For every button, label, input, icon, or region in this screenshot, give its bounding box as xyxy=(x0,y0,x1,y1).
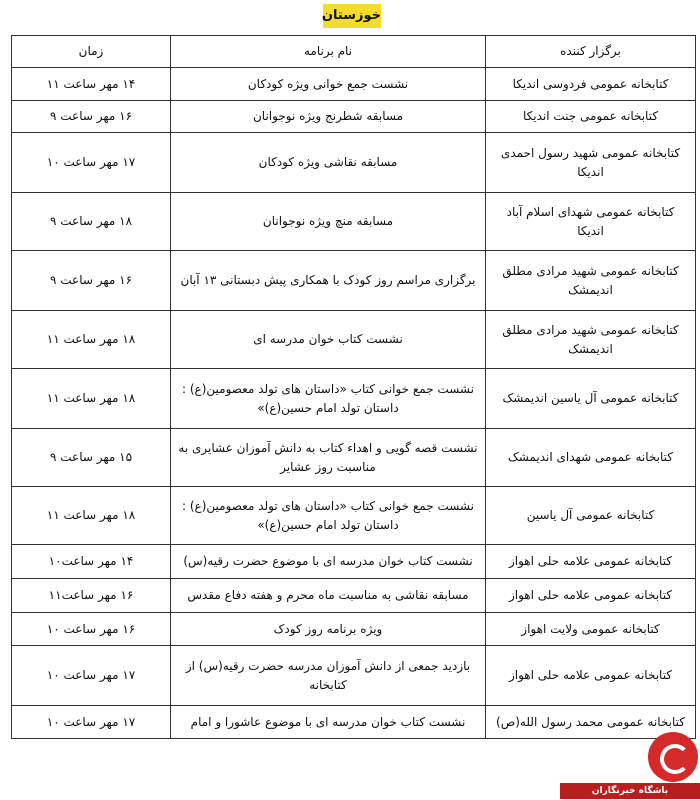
table-row xyxy=(12,646,696,706)
program-cell: ویژه برنامه روز کودک xyxy=(171,613,486,646)
program-cell: بازدید جمعی از دانش آموزان مدرسه حضرت رقیه(س) از کتابخانه xyxy=(171,646,486,706)
table-row xyxy=(12,193,696,251)
time-cell: ۱۸ مهر ساعت ۹ xyxy=(12,193,171,251)
time-cell: ۱۵ مهر ساعت ۹ xyxy=(12,429,171,487)
time-cell: ۱۸ مهر ساعت ۱۱ xyxy=(12,369,171,429)
table-row xyxy=(12,369,696,429)
header-program: نام برنامه xyxy=(171,36,486,68)
program-cell: برگزاری مراسم روز کودک با همکاری پیش دبستانی ۱۳ آبان xyxy=(171,251,486,311)
table-row xyxy=(12,545,696,579)
time-cell: ۱۶ مهر ساعت ۹ xyxy=(12,101,171,133)
organizer-cell: کتابخانه عمومی ولایت اهواز xyxy=(486,613,696,646)
table-row xyxy=(12,429,696,487)
table-body xyxy=(12,36,696,739)
program-cell: نشست جمع خوانی کتاب «داستان های تولد معصومین(ع) : داستان تولد امام حسین(ع)» xyxy=(171,487,486,545)
program-cell: نشست کتاب خوان مدرسه ای با موضوع حضرت رقیه(س) xyxy=(171,545,486,579)
header-organizer: برگزار کننده xyxy=(486,36,696,68)
organizer-cell: کتابخانه عمومی علامه حلی اهواز xyxy=(486,579,696,613)
organizer-cell: کتابخانه عمومی شهید رسول احمدی اندیکا xyxy=(486,133,696,193)
time-cell: ۱۶ مهر ساعت۱۱ xyxy=(12,579,171,613)
organizer-cell: کتابخانه عمومی آل یاسین xyxy=(486,487,696,545)
organizer-cell: کتابخانه عمومی علامه حلی اهواز xyxy=(486,646,696,706)
organizer-cell: کتابخانه عمومی شهدای اندیمشک xyxy=(486,429,696,487)
table-row xyxy=(12,487,696,545)
logo-emblem-icon xyxy=(648,732,698,782)
table-row xyxy=(12,133,696,193)
table-row xyxy=(12,68,696,101)
time-cell: ۱۴ مهر ساعت ۱۱ xyxy=(12,68,171,101)
table-row xyxy=(12,251,696,311)
organizer-cell: کتابخانه عمومی شهید مرادی مطلق اندیمشک xyxy=(486,251,696,311)
time-cell: ۱۷ مهر ساعت ۱۰ xyxy=(12,706,171,739)
organizer-cell: کتابخانه عمومی جنت اندیکا xyxy=(486,101,696,133)
time-cell: ۱۶ مهر ساعت ۱۰ xyxy=(12,613,171,646)
program-cell: نشست کتاب خوان مدرسه ای با موضوع عاشورا و امام xyxy=(171,706,486,739)
time-cell: ۱۴ مهر ساعت۱۰ xyxy=(12,545,171,579)
time-cell: ۱۸ مهر ساعت ۱۱ xyxy=(12,311,171,369)
program-cell: نشست کتاب خوان مدرسه ای xyxy=(171,311,486,369)
program-cell: مسابقه شطرنج ویژه نوجوانان xyxy=(171,101,486,133)
organizer-cell: کتابخانه عمومی شهید مرادی مطلق اندیمشک xyxy=(486,311,696,369)
organizer-cell: کتابخانه عمومی آل یاسین اندیمشک xyxy=(486,369,696,429)
organizer-cell: کتابخانه عمومی محمد رسول الله(ص) xyxy=(486,706,696,739)
event-schedule-table xyxy=(11,35,696,739)
table-row xyxy=(12,311,696,369)
logo-text: باشگاه خبرنگاران xyxy=(560,783,700,799)
time-cell: ۱۶ مهر ساعت ۹ xyxy=(12,251,171,311)
program-cell: نشست جمع خوانی کتاب «داستان های تولد معصومین(ع) : داستان تولد امام حسین(ع)» xyxy=(171,369,486,429)
table-row xyxy=(12,101,696,133)
organizer-cell: کتابخانه عمومی شهدای اسلام آباد اندیکا xyxy=(486,193,696,251)
province-label: خوزستان xyxy=(323,4,381,28)
program-cell: مسابقه منچ ویژه نوجوانان xyxy=(171,193,486,251)
header-time: زمان xyxy=(12,36,171,68)
program-cell: نشست قصه گویی و اهداء کتاب به دانش آموزان عشایری به مناسبت روز عشایر xyxy=(171,429,486,487)
organizer-cell: کتابخانه عمومی علامه حلی اهواز xyxy=(486,545,696,579)
time-cell: ۱۷ مهر ساعت ۱۰ xyxy=(12,133,171,193)
organizer-cell: کتابخانه عمومی فردوسی اندیکا xyxy=(486,68,696,101)
program-cell: مسابقه نقاشی ویژه کودکان xyxy=(171,133,486,193)
news-agency-logo xyxy=(556,732,700,800)
table-row xyxy=(12,579,696,613)
program-cell: مسابقه نقاشی به مناسبت ماه محرم و هفته دفاع مقدس xyxy=(171,579,486,613)
table-row xyxy=(12,613,696,646)
time-cell: ۱۸ مهر ساعت ۱۱ xyxy=(12,487,171,545)
time-cell: ۱۷ مهر ساعت ۱۰ xyxy=(12,646,171,706)
header-row xyxy=(12,36,696,68)
program-cell: نشست جمع خوانی ویژه کودکان xyxy=(171,68,486,101)
